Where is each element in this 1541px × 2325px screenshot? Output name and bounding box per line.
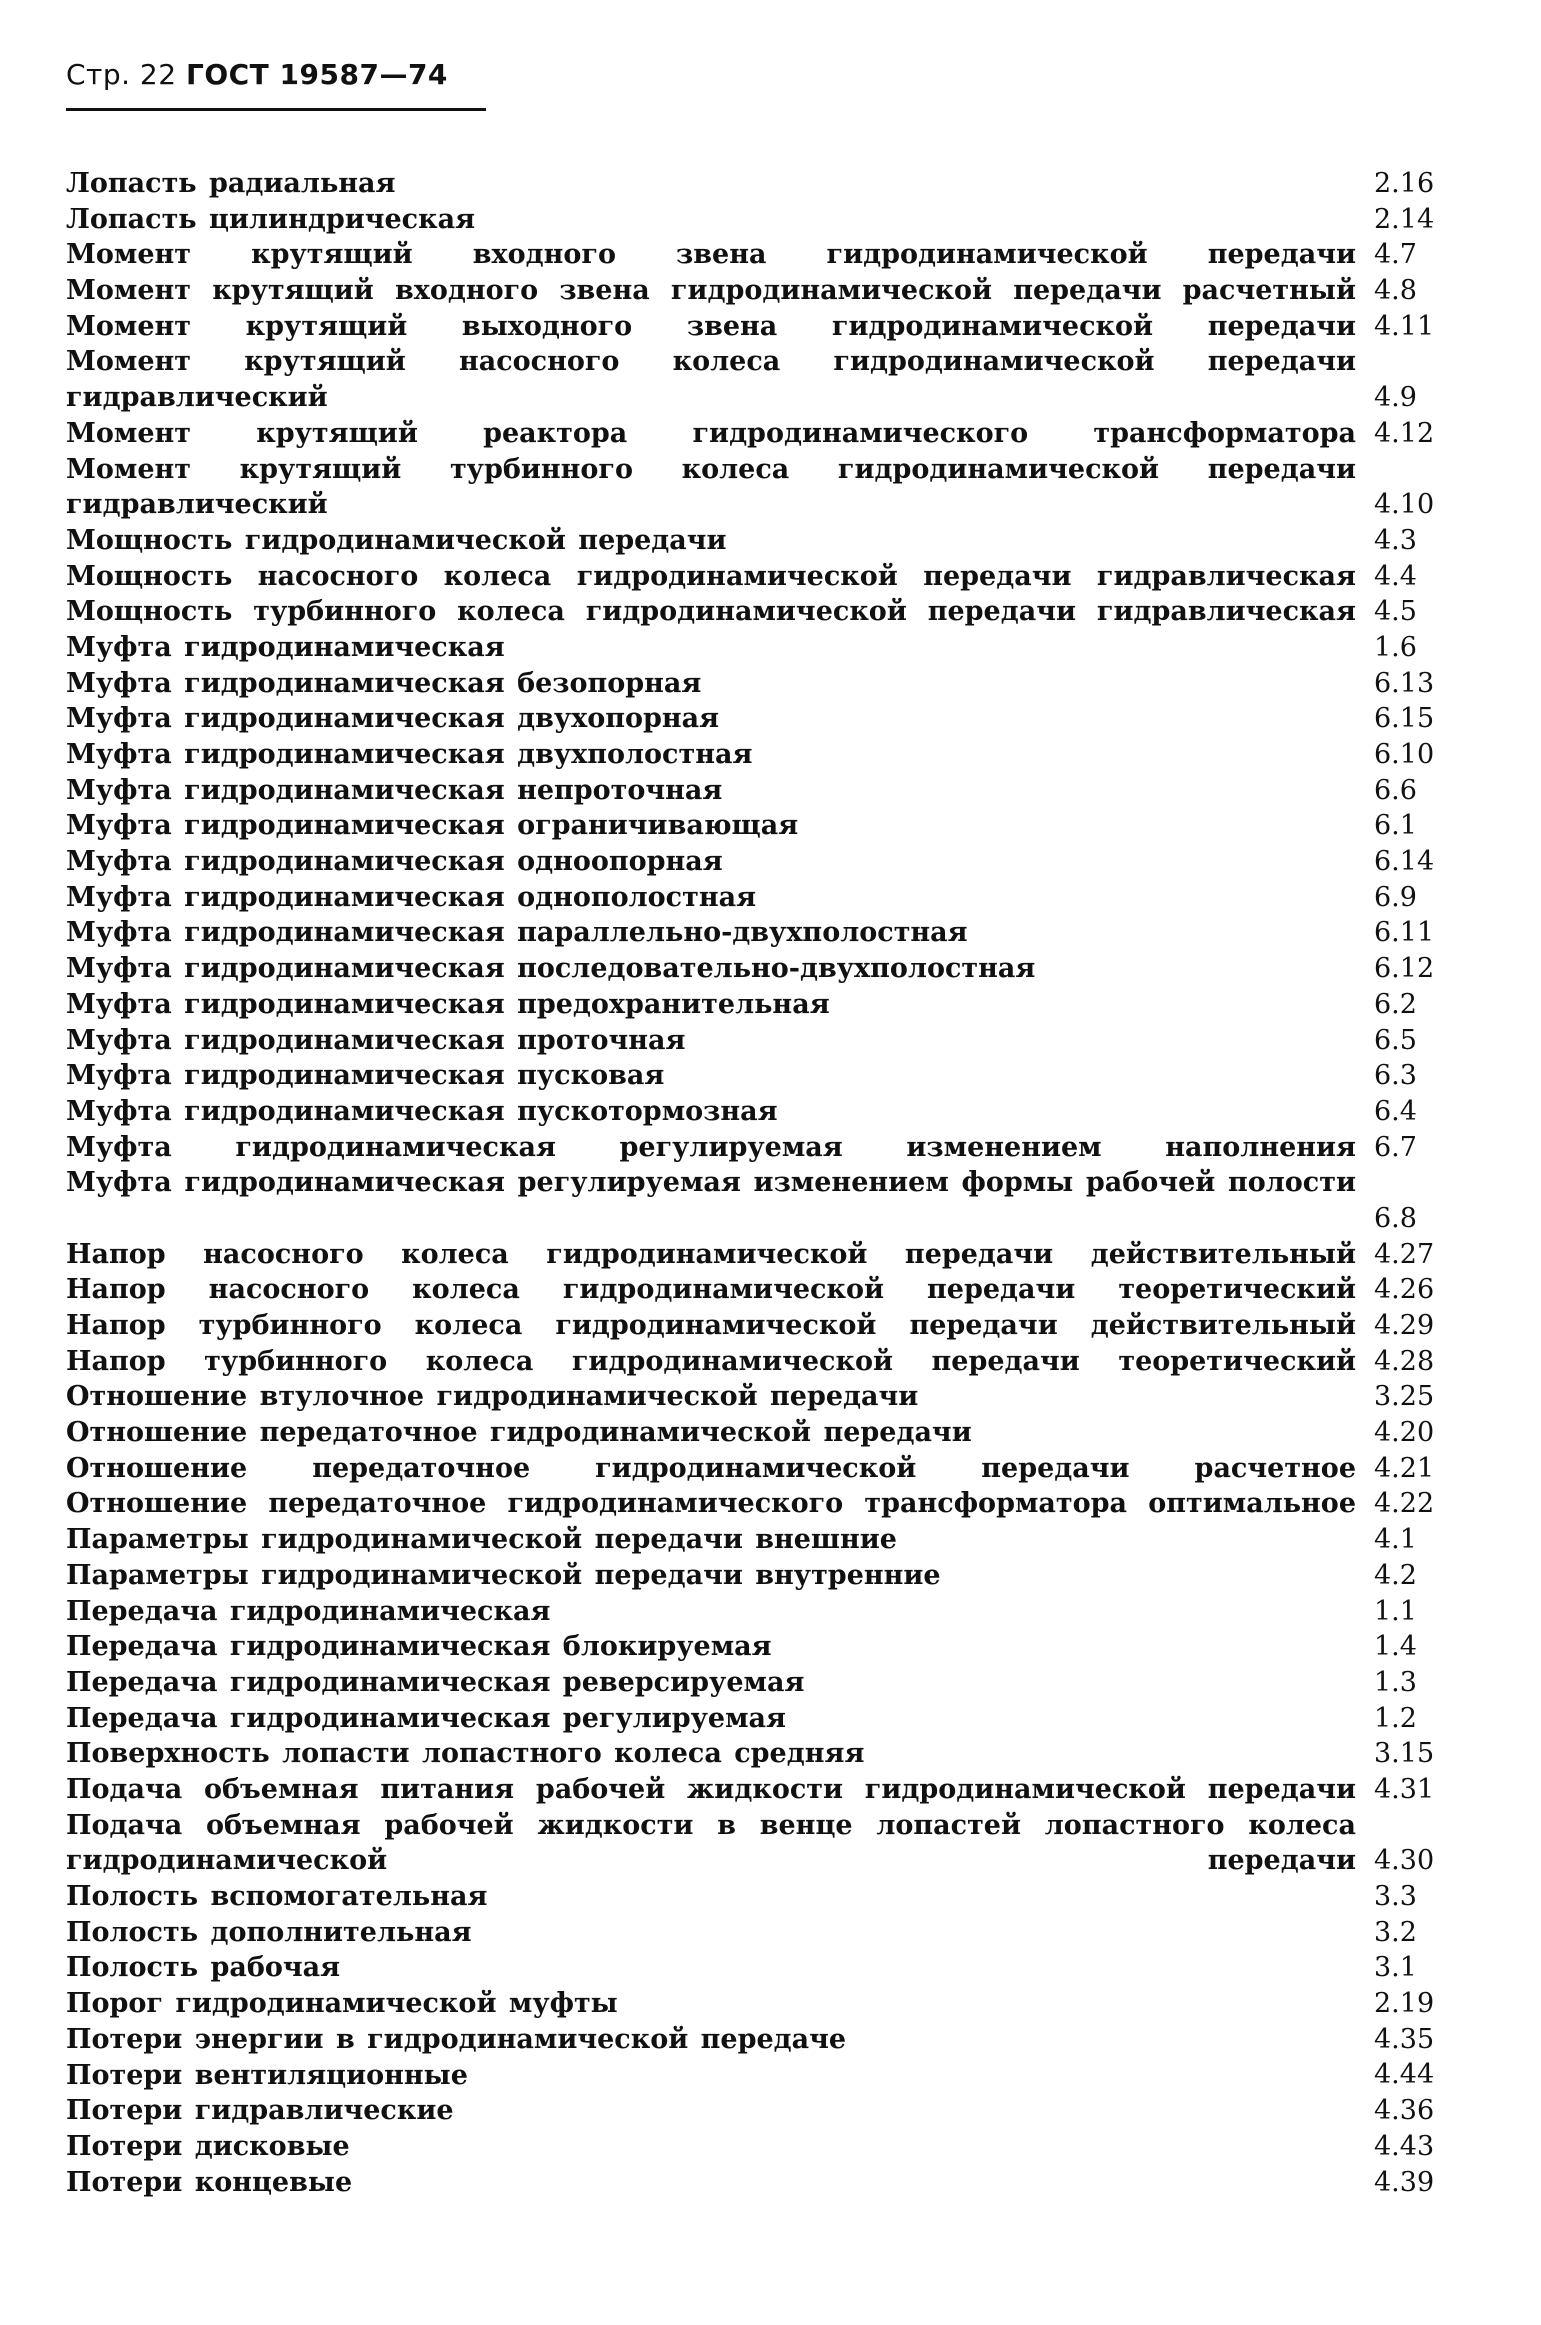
index-entry [66,1272,1456,1308]
index-entry [66,701,1456,737]
index-reference: 4.35 [1374,2023,1435,2055]
index-reference: 1.1 [1374,1595,1417,1627]
index-entry [66,1058,1456,1094]
index-reference: 4.26 [1374,1274,1435,1306]
index-entry [66,452,1456,523]
index-entry [66,808,1456,844]
index-term: Мощность насосного колеса гидродинамической передачи гидравлическая [66,560,1356,592]
index-entry [66,1379,1456,1415]
index-term: Напор турбинного колеса гидродинамической передачи теоретический [66,1345,1356,1377]
index-entry [66,237,1456,273]
index-reference: 6.11 [1374,917,1435,949]
index-reference: 4.30 [1374,1845,1435,1877]
index-term: Муфта гидродинамическая однополостная [66,881,757,913]
index-entry [66,987,1456,1023]
index-entry [66,1023,1456,1059]
index-entry [66,166,1456,202]
index-reference: 4.1 [1374,1524,1417,1556]
index-entry [66,309,1456,345]
index-reference: 4.12 [1374,417,1435,449]
index-reference: 4.29 [1374,1310,1435,1342]
index-term: Порог гидродинамической муфты [66,1988,618,2020]
index-entry [66,594,1456,630]
standard-number: ГОСТ 19587—74 [185,58,448,91]
index-reference: 4.44 [1374,2059,1435,2091]
index-entry [66,1130,1456,1166]
index-reference: 2.16 [1374,167,1435,199]
index-term: Напор турбинного колеса гидродинамической передачи действительный [66,1310,1356,1342]
index-reference: 4.5 [1374,596,1417,628]
index-term: Отношение втулочное гидродинамической передачи [66,1381,919,1413]
index-term: Полость рабочая [66,1952,341,1984]
index-entry [66,1879,1456,1915]
index-reference: 3.2 [1374,1916,1417,1948]
index-reference: 4.11 [1374,310,1435,342]
page-header [66,58,448,91]
index-entry [66,344,1456,415]
index-term: Подача объемная рабочей жидкости в венце лопастей лопастного колеса гидродинамической передачи [66,1809,1356,1877]
index-reference: 4.21 [1374,1452,1435,1484]
index-entry [66,1594,1456,1630]
index-term: Потери гидравлические [66,2095,454,2127]
index-term: Муфта гидродинамическая [66,631,505,663]
index-reference: 6.13 [1374,667,1435,699]
index-entry [66,1344,1456,1380]
index-term: Муфта гидродинамическая пусковая [66,1060,665,1092]
index-reference: 4.36 [1374,2095,1435,2127]
index-entry [66,915,1456,951]
index-reference: 4.8 [1374,275,1417,307]
index-entry [66,951,1456,987]
index-term: Параметры гидродинамической передачи внутренние [66,1559,941,1591]
index-reference: 4.20 [1374,1417,1435,1449]
index-reference: 6.10 [1374,739,1435,771]
index-reference: 3.3 [1374,1881,1417,1913]
index-entry [66,523,1456,559]
index-reference: 3.15 [1374,1738,1435,1770]
index-term: Момент крутящий входного звена гидродинамической передачи [66,239,1356,271]
index-reference: 1.6 [1374,631,1417,663]
index-entry [66,773,1456,809]
index-entry [66,1165,1456,1236]
index-entry [66,202,1456,238]
index-reference: 4.31 [1374,1773,1435,1805]
index-entry [66,630,1456,666]
index-entry [66,1451,1456,1487]
index-reference: 6.1 [1374,810,1417,842]
index-term: Лопасть цилиндрическая [66,203,476,235]
index-entry [66,1558,1456,1594]
index-term: Отношение передаточное гидродинамического трансформатора оптимальное [66,1488,1356,1520]
index-entry [66,273,1456,309]
index-term: Муфта гидродинамическая регулируемая изменением формы рабочей полости [66,1167,1356,1199]
index-term: Отношение передаточное гидродинамической передачи расчетное [66,1452,1356,1484]
index-term: Потери вентиляционные [66,2059,468,2091]
index-term: Лопасть радиальная [66,168,396,199]
index-entry [66,1701,1456,1737]
index-term: Поверхность лопасти лопастного колеса средняя [66,1738,865,1770]
index-entry [66,2022,1456,2058]
index-term: Потери энергии в гидродинамической передаче [66,2023,847,2055]
index-entry [66,1486,1456,1522]
index-reference: 4.10 [1374,489,1435,521]
index-term: Полость дополнительная [66,1916,472,1948]
index-reference: 4.7 [1374,239,1417,271]
index-reference: 3.1 [1374,1952,1417,1984]
index-term: Муфта гидродинамическая безопорная [66,667,702,699]
index-term: Муфта гидродинамическая регулируемая изменением наполнения [66,1131,1356,1163]
index-entry [66,559,1456,595]
index-reference: 4.39 [1374,2166,1435,2198]
term-index-list [66,166,1456,2200]
index-reference: 6.2 [1374,988,1417,1020]
index-term: Муфта гидродинамическая предохранительная [66,988,830,1020]
index-entry [66,1986,1456,2022]
index-entry [66,2058,1456,2094]
index-reference: 3.25 [1374,1381,1435,1413]
index-term: Передача гидродинамическая регулируемая [66,1702,786,1734]
index-entry [66,1808,1456,1879]
header-rule [66,108,486,111]
index-term: Передача гидродинамическая блокируемая [66,1631,772,1663]
index-entry [66,416,1456,452]
index-reference: 2.14 [1374,203,1435,235]
index-term: Муфта гидродинамическая двухполостная [66,739,753,771]
index-term: Муфта гидродинамическая пускотормозная [66,1095,778,1127]
index-entry [66,844,1456,880]
index-entry [66,1736,1456,1772]
index-entry [66,1772,1456,1808]
index-entry [66,1308,1456,1344]
index-reference: 4.43 [1374,2130,1435,2162]
index-reference: 1.3 [1374,1666,1417,1698]
index-entry [66,1237,1456,1273]
index-reference: 4.28 [1374,1345,1435,1377]
index-entry [66,1665,1456,1701]
index-reference: 6.6 [1374,774,1417,806]
index-term: Момент крутящий насосного колеса гидродинамической передачи гидравлический [66,346,1356,414]
index-reference: 6.12 [1374,953,1435,985]
index-reference: 4.27 [1374,1238,1435,1270]
index-reference: 6.4 [1374,1095,1417,1127]
index-entry [66,2093,1456,2129]
index-entry [66,2165,1456,2201]
index-entry [66,1522,1456,1558]
index-reference: 6.8 [1374,1202,1417,1234]
index-term: Параметры гидродинамической передачи внешние [66,1524,897,1556]
index-term: Муфта гидродинамическая непроточная [66,774,723,806]
index-term: Момент крутящий турбинного колеса гидродинамической передачи гидравлический [66,453,1356,521]
index-reference: 4.9 [1374,382,1417,414]
page-number: Стр. 22 [66,58,177,91]
index-reference: 2.19 [1374,1988,1435,2020]
index-term: Момент крутящий реактора гидродинамического трансформатора [66,417,1356,449]
index-entry [66,1950,1456,1986]
index-reference: 6.14 [1374,846,1435,878]
index-term: Муфта гидродинамическая двухопорная [66,703,720,735]
index-reference: 4.3 [1374,524,1417,556]
index-reference: 4.4 [1374,560,1417,592]
index-term: Отношение передаточное гидродинамической передачи [66,1417,972,1449]
index-entry [66,2129,1456,2165]
index-term: Мощность гидродинамической передачи [66,524,727,556]
index-term: Момент крутящий входного звена гидродинамической передачи расчетный [66,275,1356,307]
index-reference: 6.3 [1374,1060,1417,1092]
index-term: Муфта гидродинамическая последовательно-двухполостная [66,953,1036,985]
index-term: Мощность турбинного колеса гидродинамической передачи гидравлическая [66,596,1356,628]
index-entry [66,1415,1456,1451]
index-term: Подача объемная питания рабочей жидкости гидродинамической передачи [66,1773,1356,1805]
index-reference: 1.2 [1374,1702,1417,1734]
index-term: Напор насосного колеса гидродинамической передачи теоретический [66,1274,1356,1306]
index-term: Передача гидродинамическая реверсируемая [66,1666,805,1698]
index-entry [66,666,1456,702]
index-reference: 6.15 [1374,703,1435,735]
index-term: Полость вспомогательная [66,1881,488,1913]
index-term: Муфта гидродинамическая проточная [66,1024,686,1056]
index-term: Муфта гидродинамическая одноопорная [66,846,723,878]
index-term: Потери концевые [66,2166,353,2198]
index-reference: 6.7 [1374,1131,1417,1163]
index-entry [66,1629,1456,1665]
index-entry [66,737,1456,773]
index-term: Передача гидродинамическая [66,1595,551,1627]
index-reference: 4.22 [1374,1488,1435,1520]
index-term: Напор насосного колеса гидродинамической передачи действительный [66,1238,1356,1270]
index-term: Потери дисковые [66,2130,350,2162]
index-reference: 6.9 [1374,881,1417,913]
index-term: Муфта гидродинамическая параллельно-двухполостная [66,917,968,949]
index-term: Муфта гидродинамическая ограничивающая [66,810,799,842]
index-entry [66,1094,1456,1130]
index-entry [66,880,1456,916]
index-reference: 1.4 [1374,1631,1417,1663]
index-reference: 6.5 [1374,1024,1417,1056]
index-term: Момент крутящий выходного звена гидродинамической передачи [66,310,1356,342]
index-reference: 4.2 [1374,1559,1417,1591]
index-entry [66,1915,1456,1951]
